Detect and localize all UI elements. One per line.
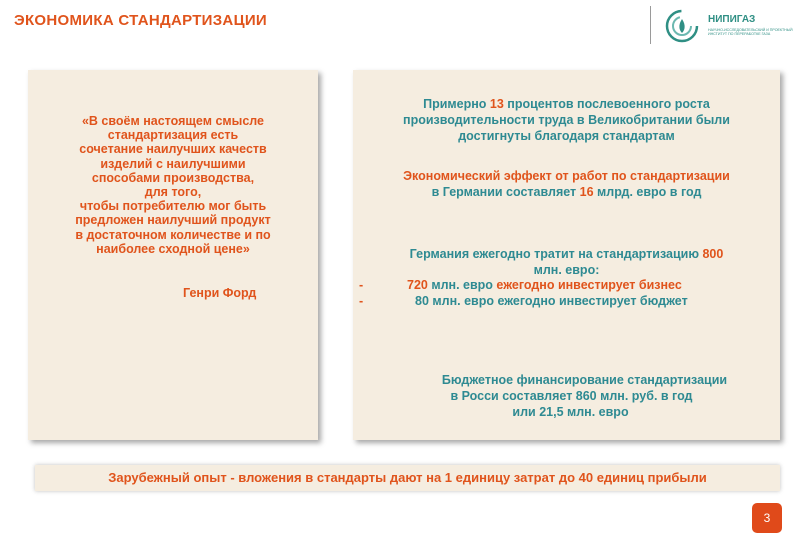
facts-panel <box>353 70 780 440</box>
russia-fact-line: Бюджетное финансирование стандартизации <box>441 373 728 387</box>
bullet-label: млн. евро <box>427 278 497 292</box>
company-logo <box>662 6 796 46</box>
quote-line: стандартизация есть <box>107 128 239 143</box>
bullet-label: млн. евро ежегодно инвестирует бюджет <box>428 294 688 308</box>
logo-divider <box>650 6 651 44</box>
germany-spend-bullets <box>359 277 779 309</box>
uk-fact-line: производительности труда в Великобритании были <box>403 113 730 127</box>
bullet-emphasis: ежегодно инвестирует бизнес <box>496 278 682 292</box>
quote-line: изделий с наилучшими <box>100 156 246 171</box>
quote-line: сочетание наилучших качеств <box>79 142 267 157</box>
uk-fact <box>353 96 780 144</box>
germany-effect-text: в Германии составляет <box>431 185 580 199</box>
bullet-item <box>359 293 779 309</box>
germany-spend-number: 800 <box>702 247 724 261</box>
uk-fact-line <box>353 96 780 112</box>
germany-effect-line <box>353 184 780 200</box>
quote-panel <box>28 70 318 440</box>
germany-effect-text: млрд. евро в год <box>593 185 702 199</box>
quote-line: предложен наилучший продукт <box>75 213 271 228</box>
germany-spend-fact <box>353 246 780 278</box>
bullet-dash: - <box>359 294 364 308</box>
germany-effect-number: 16 <box>579 185 594 199</box>
bullet-number: 80 <box>415 294 429 308</box>
russia-fact <box>371 372 798 420</box>
germany-spend-line: млн. евро: <box>533 263 600 277</box>
quote-line: в достаточном количестве и по <box>75 227 271 242</box>
page-number-badge: 3 <box>752 503 782 533</box>
quote-line: способами производства, <box>91 170 255 185</box>
bullet-item <box>359 277 779 293</box>
germany-spend-text: Германия ежегодно тратит на стандартизацию <box>409 247 703 261</box>
quote-line: наиболее сходной цене» <box>96 241 250 256</box>
quote-line: «В своём настоящем смысле <box>81 114 264 128</box>
quote-line: для того, <box>144 185 202 200</box>
quote-text <box>28 114 318 256</box>
uk-fact-number: 13 <box>489 97 504 111</box>
bullet-dash: - <box>359 278 364 292</box>
uk-fact-text: процентов послевоенного роста <box>503 97 710 111</box>
germany-effect-line: Экономический эффект от работ по стандартизации <box>403 169 730 183</box>
russia-fact-line: или 21,5 млн. евро <box>512 405 629 419</box>
uk-fact-text: Примерно <box>423 97 490 111</box>
quote-author: Генри Форд <box>183 286 257 300</box>
uk-fact-line: достигнуты благодаря стандартам <box>458 129 675 143</box>
bullet-number: 720 <box>407 278 428 292</box>
bullet-text <box>407 277 682 293</box>
logo-subtitle: НАУЧНО-ИССЛЕДОВАТЕЛЬСКИЙ И ПРОЕКТНЫЙ ИНСТИТУТ ПО ПЕРЕРАБОТКЕ ГАЗА <box>708 28 793 37</box>
germany-effect-fact <box>353 168 780 200</box>
quote-line: чтобы потребителю мог быть <box>79 199 267 214</box>
page-title: ЭКОНОМИКА СТАНДАРТИЗАЦИИ <box>14 12 267 29</box>
nipigaz-logo-icon <box>662 6 702 46</box>
logo-name: НИПИГАЗ <box>708 14 756 25</box>
russia-fact-line: в Росси составляет 860 млн. руб. в год <box>450 389 693 403</box>
bottom-banner: Зарубежный опыт - вложения в стандарты дают на 1 единицу затрат до 40 единиц прибыли <box>35 465 780 491</box>
bullet-text <box>415 293 688 309</box>
germany-spend-line <box>353 246 780 262</box>
